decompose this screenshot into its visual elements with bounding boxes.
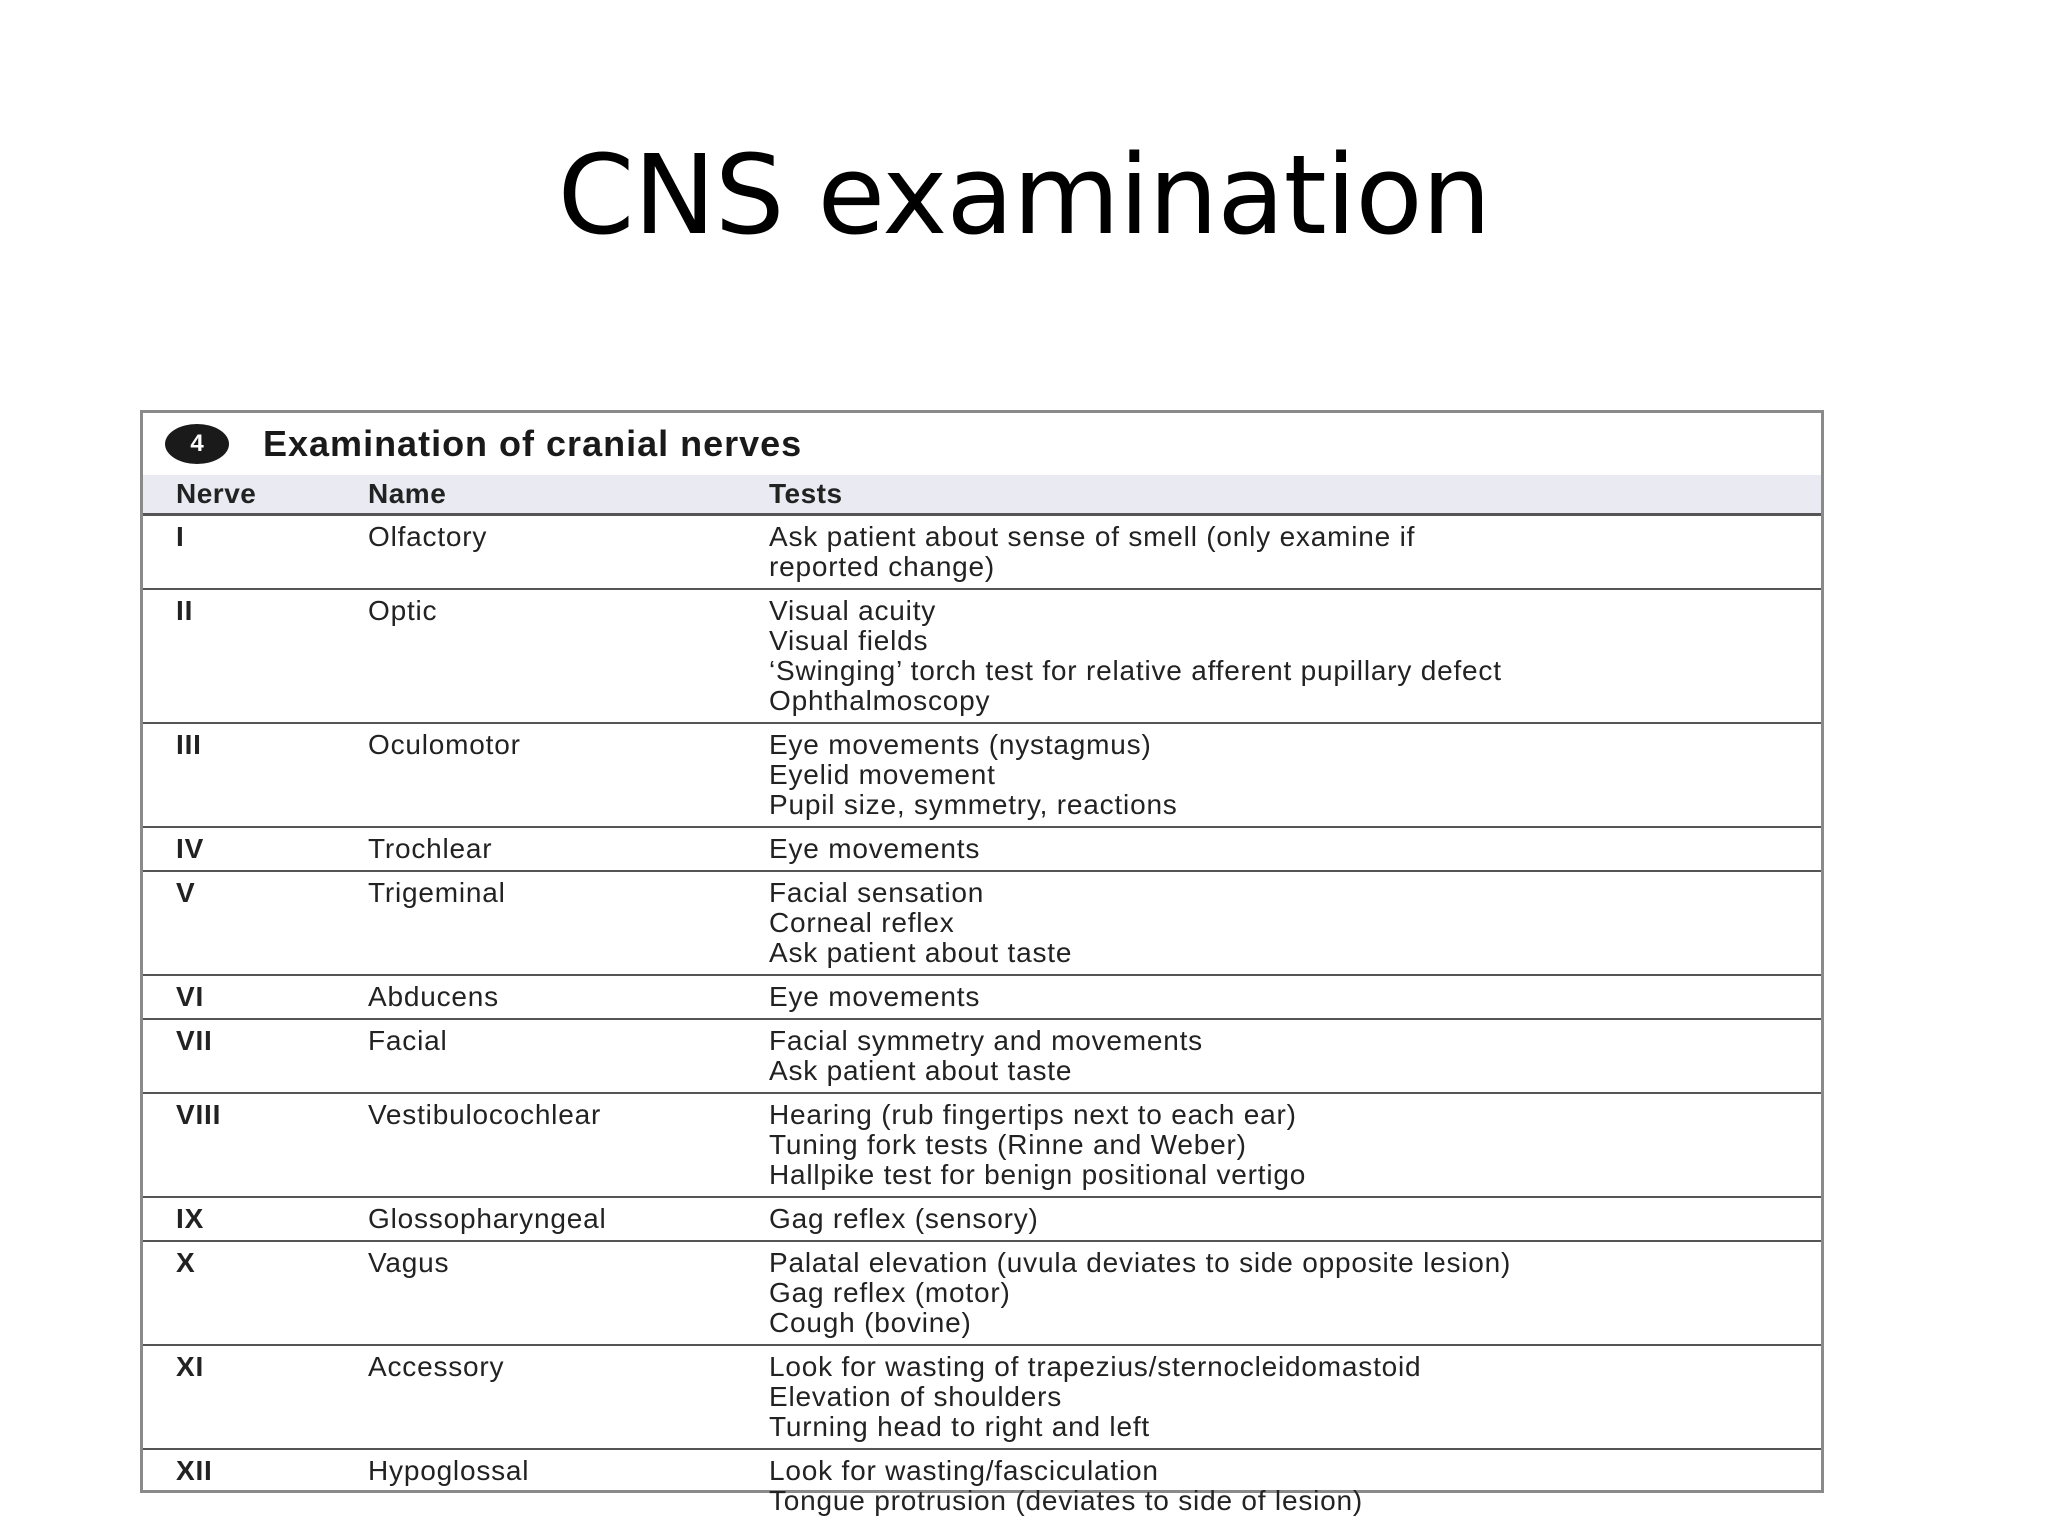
cell-tests [739,1345,1821,1449]
test-line: Tongue protrusion (deviates to side of lesion) [769,1485,1364,1516]
cell-nerve: IX [143,1197,335,1241]
cell-name: Trochlear [335,827,739,871]
test-line: Eye movements [769,981,981,1012]
cell-name: Vagus [335,1241,739,1345]
table-row [143,723,1821,827]
cell-nerve: III [143,723,335,827]
cell-name: Trigeminal [335,871,739,975]
header-name: Name [335,475,739,515]
cell-name: Optic [335,589,739,723]
table-row [143,1093,1821,1197]
test-line: Cough (bovine) [769,1307,972,1338]
cell-nerve: VII [143,1019,335,1093]
table-caption-text: Examination of cranial nerves [263,423,803,464]
cell-tests [739,723,1821,827]
cell-tests [739,871,1821,975]
cell-nerve: V [143,871,335,975]
table-number-badge: 4 [165,424,229,464]
test-line: Hearing (rub fingertips next to each ear) [769,1099,1297,1130]
cell-name: Accessory [335,1345,739,1449]
test-line: Hallpike test for benign positional vertigo [769,1159,1307,1190]
cell-name: Olfactory [335,515,739,590]
cranial-nerves-table-box [140,410,1824,1516]
test-line: Elevation of shoulders [769,1381,1063,1412]
test-line: Eyelid movement [769,759,996,790]
cell-tests [739,1241,1821,1345]
table-header-row [143,475,1821,515]
test-line: Tuning fork tests (Rinne and Weber) [769,1129,1247,1160]
table-row [143,1019,1821,1093]
table-body [143,515,1821,1523]
table-row [143,1197,1821,1241]
test-line: Look for wasting/fasciculation [769,1455,1159,1486]
table-caption [143,413,1821,475]
table-row [143,515,1821,590]
test-line: Visual acuity [769,595,937,626]
cell-name: Oculomotor [335,723,739,827]
test-line: Gag reflex (sensory) [769,1203,1039,1234]
header-tests: Tests [739,475,1821,515]
cell-nerve: X [143,1241,335,1345]
cell-name: Abducens [335,975,739,1019]
header-nerve: Nerve [143,475,335,515]
table-row [143,1241,1821,1345]
cell-nerve: I [143,515,335,590]
test-line: Corneal reflex [769,907,955,938]
cell-nerve: VIII [143,1093,335,1197]
cell-tests [739,515,1821,590]
cell-tests [739,827,1821,871]
cell-tests [739,1093,1821,1197]
test-line: Turning head to right and left [769,1411,1150,1442]
table-row [143,1345,1821,1449]
cell-name: Glossopharyngeal [335,1197,739,1241]
cranial-nerves-table [143,475,1821,1522]
test-line: Facial sensation [769,877,985,908]
cell-name: Hypoglossal [368,1455,530,1486]
slide-title: CNS examination [557,131,1491,259]
cell-nerve: VI [143,975,335,1019]
table-row [143,589,1821,723]
test-line: Facial symmetry and movements [769,1025,1203,1056]
cell-tests [739,1449,1821,1522]
cell-name: Facial [335,1019,739,1093]
cell-nerve: XII [176,1455,213,1486]
cell-tests [739,975,1821,1019]
cell-nerve: II [143,589,335,723]
table-row [143,871,1821,975]
cell-tests [739,589,1821,723]
test-line: Ask patient about taste [769,1055,1073,1086]
table-row [143,975,1821,1019]
test-line: Palatal elevation (uvula deviates to side opposite lesion) [769,1247,1512,1278]
cell-tests [739,1197,1821,1241]
test-line: Ask patient about taste [769,937,1073,968]
cell-nerve: IV [143,827,335,871]
test-line: Ophthalmoscopy [769,685,991,716]
test-line: Visual fields [769,625,929,656]
test-line: ‘Swinging’ torch test for relative afferent pupillary defect [769,655,1502,686]
test-line: Ask patient about sense of smell (only examine if [769,521,1416,552]
test-line: reported change) [769,551,996,582]
cell-name: Vestibulocochlear [335,1093,739,1197]
table-row [143,1449,1821,1522]
test-line: Look for wasting of trapezius/sternocleidomastoid [769,1351,1422,1382]
cell-tests [739,1019,1821,1093]
test-line: Gag reflex (motor) [769,1277,1011,1308]
cell-nerve: XI [143,1345,335,1449]
test-line: Eye movements [769,833,981,864]
test-line: Eye movements (nystagmus) [769,729,1152,760]
table-row [143,827,1821,871]
test-line: Pupil size, symmetry, reactions [769,789,1178,820]
